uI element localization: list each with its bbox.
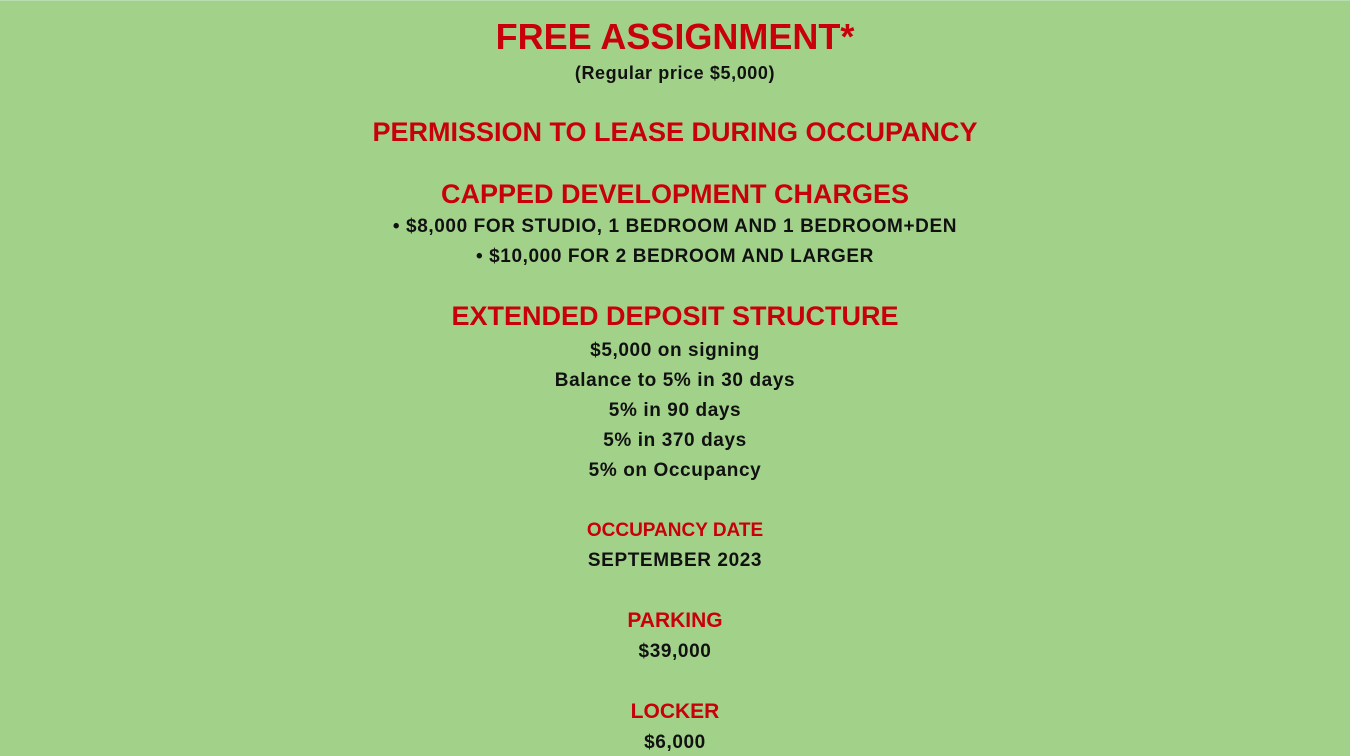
assignment-regular-price-note: (Regular price $5,000) (574, 63, 776, 83)
development-charges-heading: CAPPED DEVELOPMENT CHARGES (440, 179, 910, 209)
occupancy-date-value: SEPTEMBER 2023 (587, 550, 763, 571)
development-charge-item-two-bedroom: • $10,000 FOR 2 BEDROOM AND LARGER (476, 246, 874, 267)
locker-heading: LOCKER (630, 700, 720, 723)
deposit-structure-heading: EXTENDED DEPOSIT STRUCTURE (451, 301, 899, 331)
lease-permission-heading: PERMISSION TO LEASE DURING OCCUPANCY (372, 117, 978, 147)
parking-price: $39,000 (638, 641, 712, 662)
deposit-item-signing: $5,000 on signing (590, 340, 760, 361)
deposit-item-occupancy: 5% on Occupancy (588, 460, 762, 481)
parking-heading: PARKING (627, 609, 723, 632)
locker-price: $6,000 (644, 732, 706, 753)
occupancy-date-heading: OCCUPANCY DATE (586, 520, 764, 541)
deposit-item-30-days: Balance to 5% in 30 days (554, 370, 796, 391)
free-assignment-heading: FREE ASSIGNMENT* (495, 16, 855, 57)
deposit-item-370-days: 5% in 370 days (603, 430, 747, 451)
deposit-item-90-days: 5% in 90 days (608, 400, 742, 421)
development-charge-item-studio: • $8,000 FOR STUDIO, 1 BEDROOM AND 1 BEDROOM+DEN (392, 216, 958, 237)
